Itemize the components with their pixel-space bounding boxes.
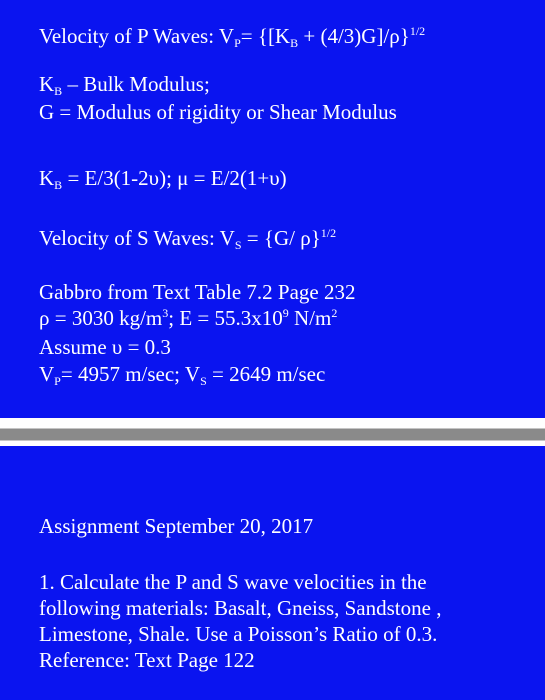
p-wave-velocity-formula xyxy=(39,24,425,48)
text: = {[K xyxy=(240,24,291,48)
text: = 4957 m/sec; V xyxy=(60,362,201,386)
text: K xyxy=(39,166,55,190)
subscript: S xyxy=(200,374,207,388)
superscript: 9 xyxy=(282,306,289,320)
slide-separator xyxy=(0,418,545,446)
text: K xyxy=(39,72,55,96)
text: N/m xyxy=(288,306,332,330)
subscript: S xyxy=(234,238,242,252)
gabbro-reference: Gabbro from Text Table 7.2 Page 232 xyxy=(39,280,356,304)
assignment-reference: Reference: Text Page 122 xyxy=(39,648,255,672)
text: Velocity of S Waves: V xyxy=(39,226,235,250)
text: Velocity of P Waves: V xyxy=(39,24,235,48)
text: = {G/ ρ} xyxy=(241,226,321,250)
velocity-results xyxy=(39,362,325,386)
bulk-shear-modulus-equations xyxy=(39,166,287,190)
subscript: B xyxy=(54,84,63,98)
text: ; E = 55.3x10 xyxy=(168,306,283,330)
assignment-task-line-1: 1. Calculate the P and S wave velocities in the xyxy=(39,570,427,594)
poisson-assumption: Assume υ = 0.3 xyxy=(39,335,171,359)
text: – Bulk Modulus; xyxy=(62,72,210,96)
assignment-title: Assignment September 20, 2017 xyxy=(39,514,314,538)
slide-2 xyxy=(0,446,545,700)
assignment-task-line-2: following materials: Basalt, Gneiss, Sandstone , xyxy=(39,596,442,620)
bulk-modulus-definition xyxy=(39,72,210,96)
superscript: 3 xyxy=(162,306,169,320)
superscript: 1/2 xyxy=(320,226,337,240)
assignment-task-line-3: Limestone, Shale. Use a Poisson’s Ratio of 0.3. xyxy=(39,622,438,646)
shear-modulus-definition: G = Modulus of rigidity or Shear Modulus xyxy=(39,100,397,124)
subscript: P xyxy=(54,374,61,388)
text: + (4/3)G]/ρ} xyxy=(298,24,410,48)
text: = E/3(1-2υ); μ = E/2(1+υ) xyxy=(62,166,287,190)
text: ρ = 3030 kg/m xyxy=(39,306,163,330)
superscript: 2 xyxy=(331,306,338,320)
superscript: 1/2 xyxy=(409,24,426,38)
subscript: P xyxy=(234,36,241,50)
subscript: B xyxy=(290,36,299,50)
text: V xyxy=(39,362,55,386)
subscript: B xyxy=(54,178,63,192)
density-and-youngs-modulus xyxy=(39,306,337,330)
s-wave-velocity-formula xyxy=(39,226,336,250)
text: = 2649 m/sec xyxy=(206,362,326,386)
